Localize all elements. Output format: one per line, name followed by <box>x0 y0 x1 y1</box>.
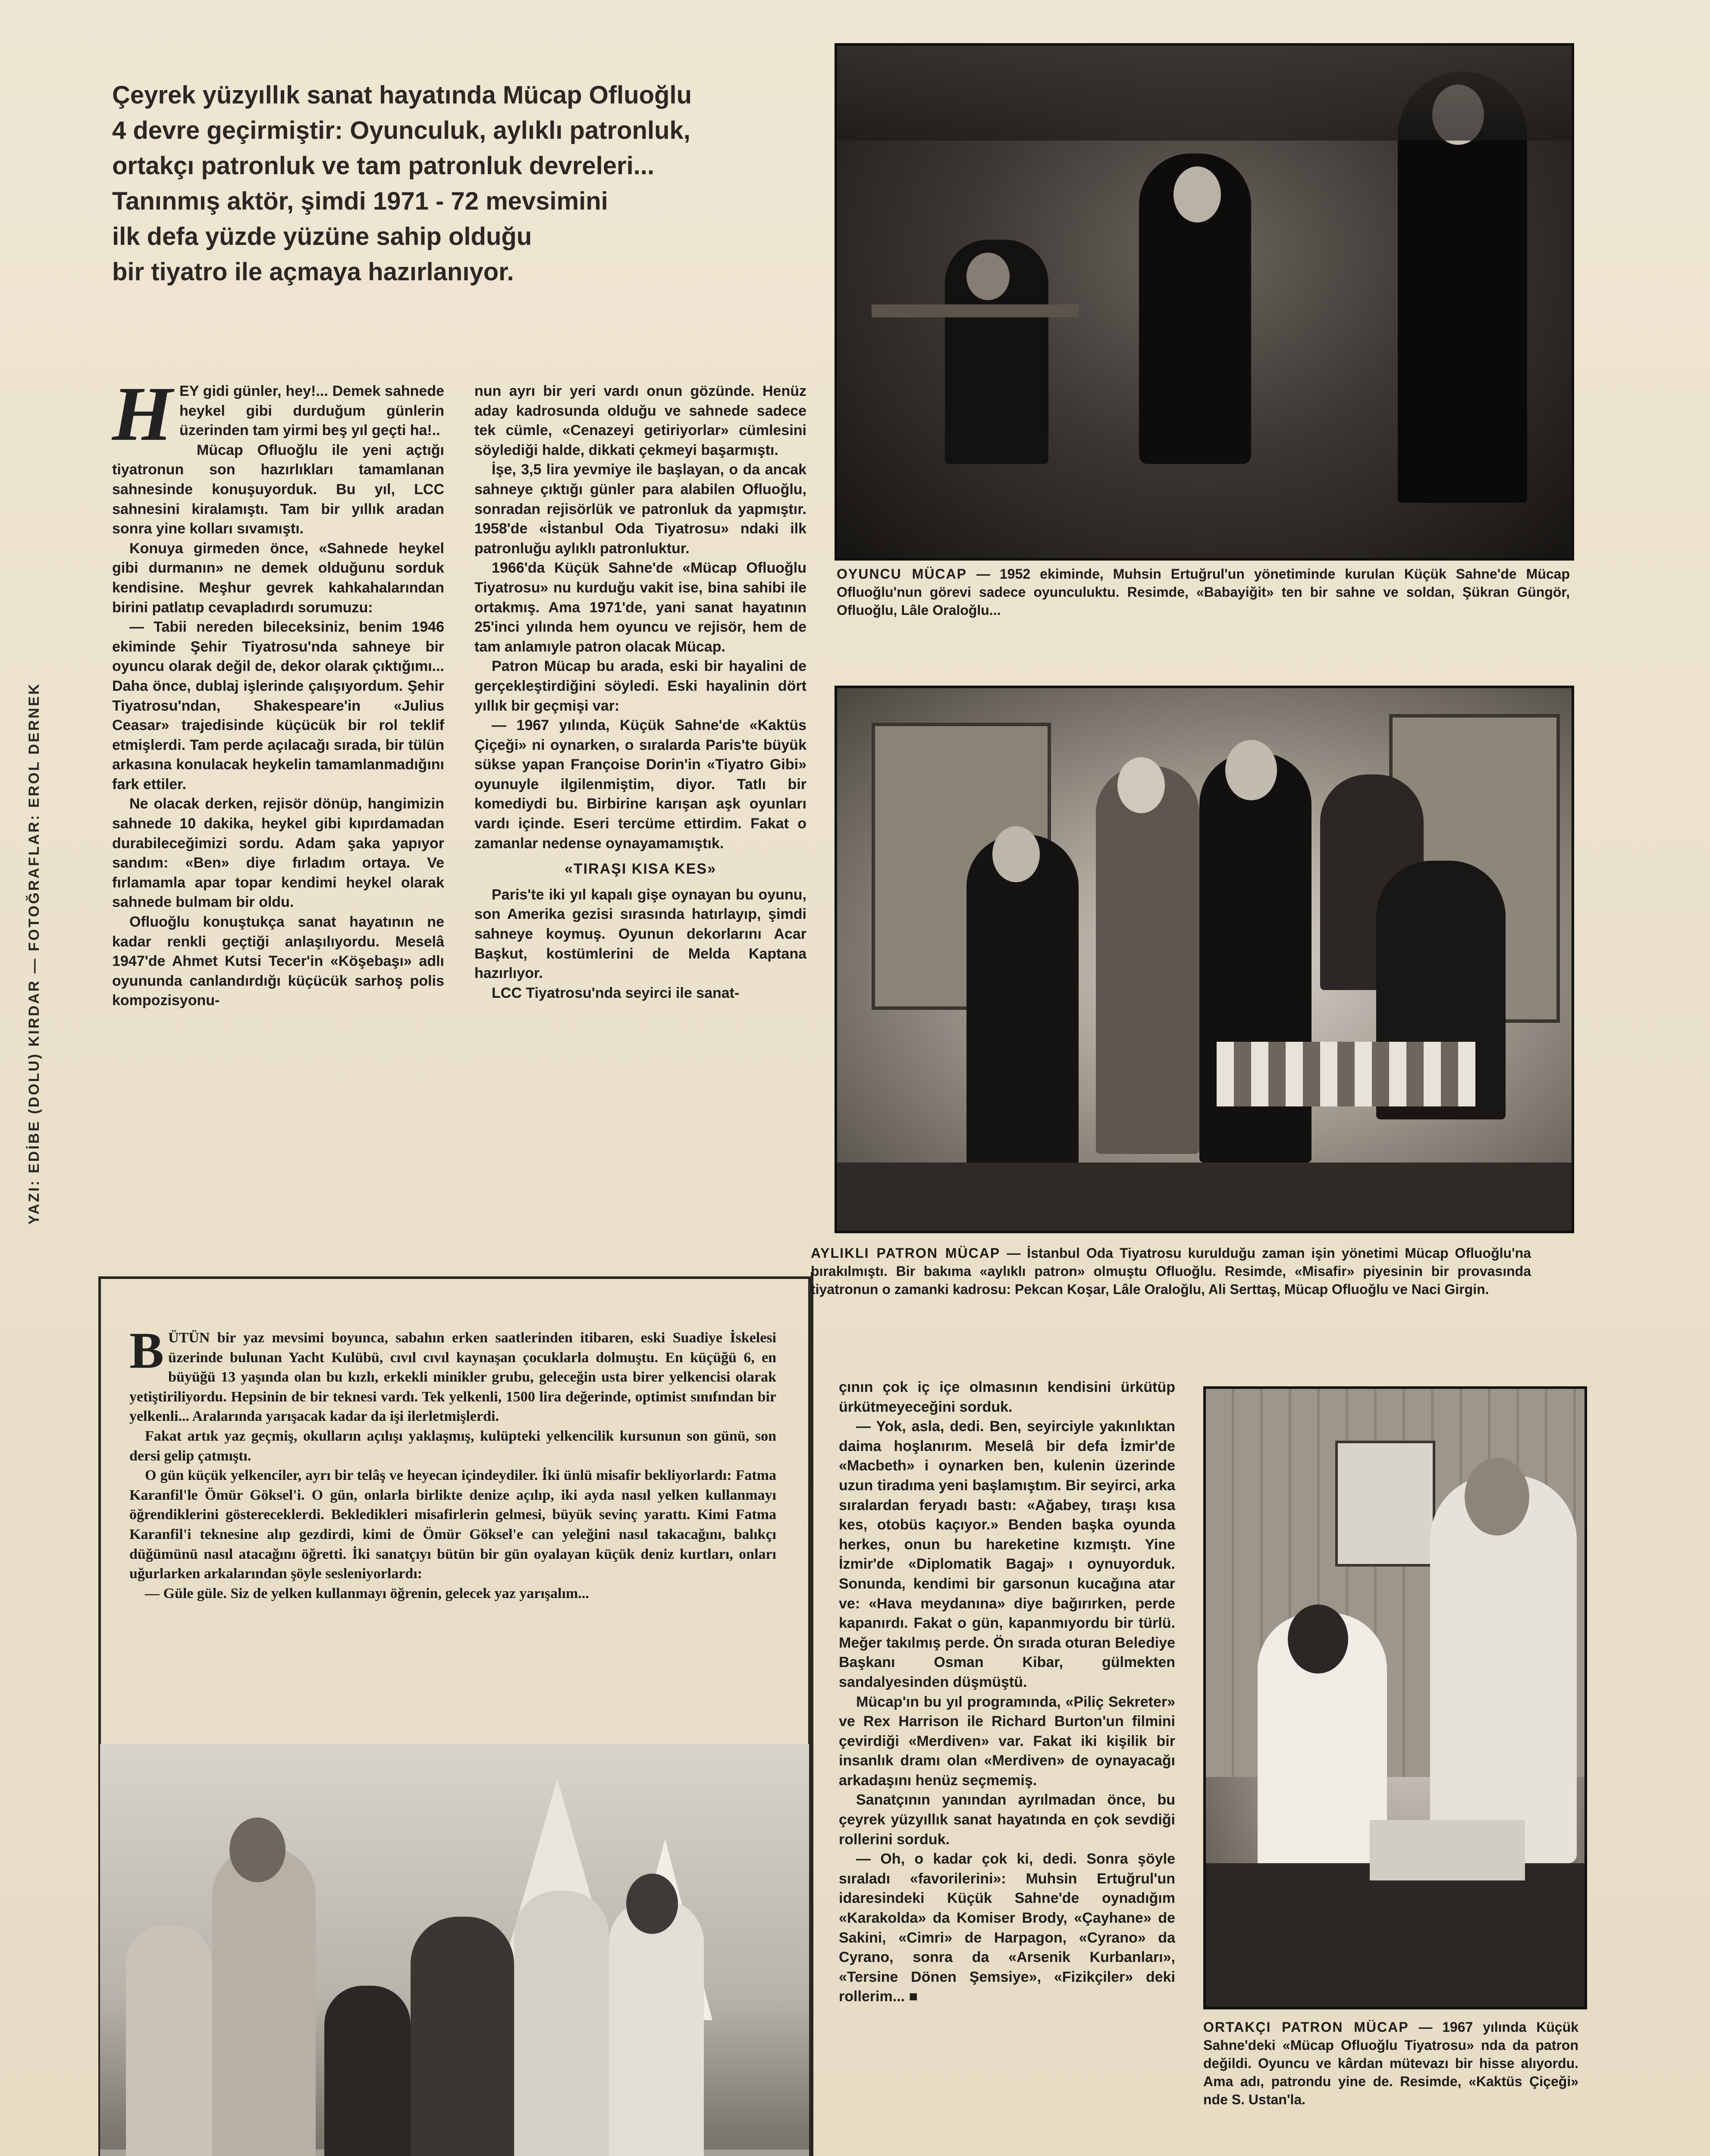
column-divider <box>811 1272 813 2156</box>
photo-figure <box>1096 766 1199 1154</box>
photo-figure <box>1465 1458 1529 1536</box>
paragraph: LCC Tiyatrosu'nda seyirci ile sanat- <box>492 984 740 1001</box>
photo-figure <box>229 1818 286 1882</box>
lead-line: Tanınmış aktör, şimdi 1971 - 72 mevsimini <box>112 187 608 215</box>
paragraph: O gün küçük yelkenciler, ayrı bir telâş ve heyecan içindeydiler. İki ünlü misafir bekliyorlardı: Fatma Karanfil'le Ömür Göksel'i. O gün, onlarla birlikte denize açılıp, iki ayda nasıl yelken kullanmayı öğrendiklerini göstereceklerdi. Bekledikleri misafirlerin gelmesi, büyük sevinç yarattı. Kimi Fatma Karanfil'i teknesine alıp gezdirdi, kimi de Ömür Göksel'e can yeleğini nasıl takacağını, balıkçı düğümünü nasıl atacağını öğretti. İki sanatçıyı bütün bir gün oyalayan küçük deniz kurtları, onları uğurlarken arkalarından şöyle sesleniyorlardı: <box>129 1467 776 1582</box>
paragraph: — 1967 yılında, Küçük Sahne'de «Kaktüs Çiçeği» ni oynarken, o sıralarda Paris'te büyük sükse yapan Françoise Dorin'in «Tiyatro Gibi» oyunuyle ilgilenmiştim, diyor. Tatlı bir komediydi bu. Birbirine karışan aşk oyunları vardı içinde. Eseri tercüme ettirdim. Fakat o zamanlar nedense oynayamamıştık. <box>474 717 806 852</box>
photo-prop <box>837 46 1574 141</box>
photo-prop <box>1217 1042 1475 1106</box>
lead-line: 4 devre geçirmiştir: Oyunculuk, aylıklı patronluk, <box>112 116 690 144</box>
paragraph: İşe, 3,5 lira yevmiye ile başlayan, o da ancak sahneye çıktığı günler para alabilen Ofluoğlu, sonradan rejisörlük ve patronluk da yapmıştır. 1958'de «İstanbul Oda Tiyatrosu» ndaki ilk patronluğu aylıklı patronluktur. <box>474 461 806 557</box>
caption-head: AYLIKLI PATRON MÜCAP <box>811 1245 1001 1261</box>
caption-head: ORTAKÇI PATRON MÜCAP <box>1203 2019 1409 2035</box>
photo-ortakci-patron <box>1203 1386 1587 2009</box>
photo-aylikli-patron <box>835 686 1574 1233</box>
photo-figure <box>514 1891 609 2156</box>
caption-oyuncu-mucap <box>837 565 1570 619</box>
article-column-2 <box>474 382 806 1003</box>
lead-line: bir tiyatro ile açmaya hazırlanıyor. <box>112 258 514 286</box>
caption-text: — 1952 ekiminde, Muhsin Ertuğrul'un yönetiminde kurulan Küçük Sahne'de Mücap Ofluoğlu'nun görevi sadece oyunculuktu. Resimde, «Babayiğit» ten bir sahne ve soldan, Şükran Güngör, Ofluoğlu, Lâle Oraloğlu... <box>837 566 1570 618</box>
photo-sailing-kids <box>100 1744 809 2156</box>
lead-line: Çeyrek yüzyıllık sanat hayatında Mücap Ofluoğlu <box>112 81 692 109</box>
article-column-1 <box>112 371 444 1011</box>
drop-cap: H <box>112 371 173 457</box>
paragraph: Mücap'ın bu yıl programında, «Piliç Sekreter» ve Rex Harrison ile Richard Burton'un filmini çevirdiği «Merdiven» var. Fakat iki kişilik bir insanlık dramı olan «Merdiven» de oynayacağı arkadaşını henüz seçmemiş. <box>839 1693 1175 1789</box>
paragraph: Mücap Ofluoğlu ile yeni açtığı tiyatronun son hazırlıkları tamamlanan sahnesinde konuşuyorduk. Bu yıl, LCC sahnesini kiralamıştı. Tam bir yıllık aradan sonra yine kolları sıvamıştı. <box>112 442 444 537</box>
caption-text: — 1967 yılında Küçük Sahne'deki «Mücap Ofluoğlu Tiyatrosu» nda da patron değildi. Oyuncu ve kârdan mütevazı bir hisse alıyordu. Ama adı, patrondu yine de. Resimde, «Kaktüs Çiçeği» nde S. Ustan'la. <box>1203 2019 1579 2107</box>
sidebar-article-text <box>129 1322 776 1603</box>
photo-figure <box>966 253 1010 300</box>
paragraph: — Yok, asla, dedi. Ben, seyirciyle yakınlıktan daima hoşlanırım. Meselâ bir defa İzmir'de «Macbeth» i oynarken ben, kulenin üzerinde uzun tiradıma yeni başlamıştım. Bir seyirci, arka sıralardan feryadı bastı: «Ağabey, tıraşı kısa kes, otobüs kaçıyor.» Benden başka oyunda herkes, onun bu hareketine kızmıştı. Yine İzmir'de «Diplomatik Bagaj» ı oynuyorduk. Sonunda, kendimi bir garsonun kucağına atar ve: «Hava meydanına» diye bağırırken, perde kapanırdı. Fakat o gün, kapanmıyordu bir türlü. Meğer takılmış perde. Ön sırada oturan Belediye Başkanı Osman Kibar, gülmekten sandalyesinden düşmüştü. <box>839 1418 1175 1690</box>
photo-figure <box>609 1899 704 2156</box>
article-column-3 <box>839 1378 1175 2007</box>
photo-figure <box>1117 757 1165 813</box>
caption-head: OYUNCU MÜCAP <box>837 566 967 582</box>
photo-prop <box>1370 1820 1525 1880</box>
paragraph: Paris'te iki yıl kapalı gişe oynayan bu oyunu, son Amerika gezisi sırasında hatırlayıp, şimdi sahneye koymuş. Oyunun dekorlarını Acar Başkut, kostümlerini de Melda Kaptana hazırlıyor. <box>474 886 806 982</box>
photo-prop <box>872 304 1079 317</box>
paragraph: Sanatçının yanından ayrılmadan önce, bu çeyrek yüzyıllık sanat hayatında en çok sevdiği rollerini sorduk. <box>839 1792 1175 1848</box>
paragraph: — Güle güle. Siz de yelken kullanmayı öğrenin, gelecek yaz yarışalım... <box>145 1585 589 1601</box>
photo-figure <box>212 1848 316 2156</box>
photo-figure <box>411 1917 514 2156</box>
photo-prop <box>1206 1863 1587 2009</box>
caption-ortakci-patron <box>1203 2018 1578 2109</box>
photo-oyuncu-mucap <box>835 43 1574 561</box>
paragraph: Ofluoğlu konuştukça sanat hayatının ne kadar renkli geçtiği anlaşılıyordu. Meselâ 1947'de Ahmet Kutsi Tecer'in «Köşebaşı» adlı oyununda canlandırdığı küçücük sarhoş polis kompozisyonu- <box>112 914 444 1009</box>
photo-prop <box>837 1163 1574 1233</box>
subheading: «TIRAŞI KISA KES» <box>564 861 717 877</box>
paragraph: — Tabii nereden bileceksiniz, benim 1946 ekiminde Şehir Tiyatrosu'nda sahneye bir oyuncu olarak değil de, dekor olarak çıktığımı... Daha önce, dublaj işlerinde çalışıyordum. Şehir Tiyatrosu'ndan, Shakespeare'in «Julius Ceasar» trajedisinde küçücük bir rol teklif etmişlerdi. Tam perde açılacağı sırada, bir tülün arkasına konulacak heykelin tamamlanmadığını fark ettiler. <box>112 619 444 793</box>
paragraph: 1966'da Küçük Sahne'de «Mücap Ofluoğlu Tiyatrosu» nu kurduğu vakit ise, bina sahibi ile ortakmış. Ama 1971'de, yani sanat hayatının 25'inci yılında hem oyuncu ve rejisör, hem de tam anlamıyle patron olacak Mücap. <box>474 560 806 655</box>
photo-figure <box>126 1925 212 2156</box>
paragraph: — Oh, o kadar çok ki, dedi. Sonra şöyle sıraladı «favorilerini»: Muhsin Ertuğrul'un idaresindeki Küçük Sahne'de oynadığım «Karakolda» da Komiser Brody, «Çayhane» de Sakini, «Cimri» de Harpagon, «Cyrano» da Cyrano, sonra da «Arsenik Kurbanları», «Tersine Dönen Şemsiye», «Fizikçiler» deki rollerim... ■ <box>839 1851 1175 2005</box>
lead-line: ortakçı patronluk ve tam patronluk devreleri... <box>112 152 655 180</box>
photo-figure <box>1225 740 1277 800</box>
paragraph: Fakat artık yaz geçmiş, okulların açılışı yaklaşmış, kulüpteki yelkencilik kursunun son günü, son dersi gelip çatmıştı. <box>129 1428 776 1464</box>
caption-text: — İstanbul Oda Tiyatrosu kurulduğu zaman işin yönetimi Mücap Ofluoğlu'na bırakılmıştı. Bir bakıma «aylıklı patron» olmuştu Ofluoğlu. Resimde, «Misafir» piyesinin bir provasında tiyatronun o zamanki kadrosu: Pekcan Koşar, Lâle Oraloğlu, Ali Serttaş, Mücap Ofluoğlu ve Naci Girgin. <box>811 1245 1531 1297</box>
paragraph: Ne olacak derken, rejisör dönüp, hangimizin sahnede 10 dakika, heykel gibi kıpırdamadan durabileceğimizi sordu. Adam şaka yapıyor sandım: «Ben» diye fırladım ortaya. Ve fırlamamla apar topar kendimi heykel olarak sahnede bulmam bir oldu. <box>112 796 444 911</box>
paragraph: ÜTÜN bir yaz mevsimi boyunca, sabahın erken saatlerinden itibaren, eski Suadiye İskelesi üzerinde bulunan Yacht Kulübü, cıvıl cıvıl kaynaşan çocuklarla dolmuştu. En küçüğü 6, en büyüğü 13 yaşında olan bu kızlı, erkekli minikler grubu, geleceğin usta birer yelkencisi olarak yetiştiriliyordu. Hepsinin de bir teknesi vardı. Tek yelkenli, 1500 lira değerinde, optimist sınıfından bir yelkenli... Aralarında yarışacak kadar da işi ilerletmişlerdi. <box>129 1330 776 1425</box>
paragraph: nun ayrı bir yeri vardı onun gözünde. Henüz aday kadrosunda olduğu ve sahnede sadece tek cümle, «Cenazeyi getiriyorlar» cümlesini söylediği halde, dikkati çekmeyi başarmıştı. <box>474 383 806 458</box>
photo-figure <box>1173 166 1221 222</box>
photo-prop <box>1335 1441 1435 1567</box>
paragraph: Konuya girmeden önce, «Sahnede heykel gibi durmanın» ne demek olduğunu sorduk kendisine. Meşhur gevrek kahkahalarından birini patlatıp cevapladırdı sorumuzu: <box>112 540 444 616</box>
lead-paragraph <box>112 78 785 290</box>
drop-cap: B <box>129 1322 164 1379</box>
photo-figure <box>966 835 1079 1180</box>
paragraph: EY gidi günler, hey!... Demek sahnede heykel gibi durduğum günlerin üzerinden tam yirmi beş yıl geçti ha!.. <box>179 383 444 439</box>
photo-figure <box>324 1986 411 2156</box>
lead-line: ilk defa yüzde yüzüne sahip olduğu <box>112 222 532 251</box>
caption-aylikli-patron <box>811 1244 1531 1298</box>
photo-credit: YAZI: EDİBE (DOLU) KIRDAR — FOTOĞRAFLAR: EROL DERNEK <box>26 682 42 1225</box>
photo-figure <box>992 826 1040 882</box>
photo-figure <box>626 1874 678 1934</box>
paragraph: çının çok iç içe olmasının kendisini ürkütüp ürkütmeyeceğini sorduk. <box>839 1379 1175 1415</box>
photo-figure <box>1288 1604 1348 1673</box>
paragraph: Patron Mücap bu arada, eski bir hayalini de gerçekleştirdiğini söyledi. Eski hayalinin dört yıllık bir geçmişi var: <box>474 658 806 714</box>
